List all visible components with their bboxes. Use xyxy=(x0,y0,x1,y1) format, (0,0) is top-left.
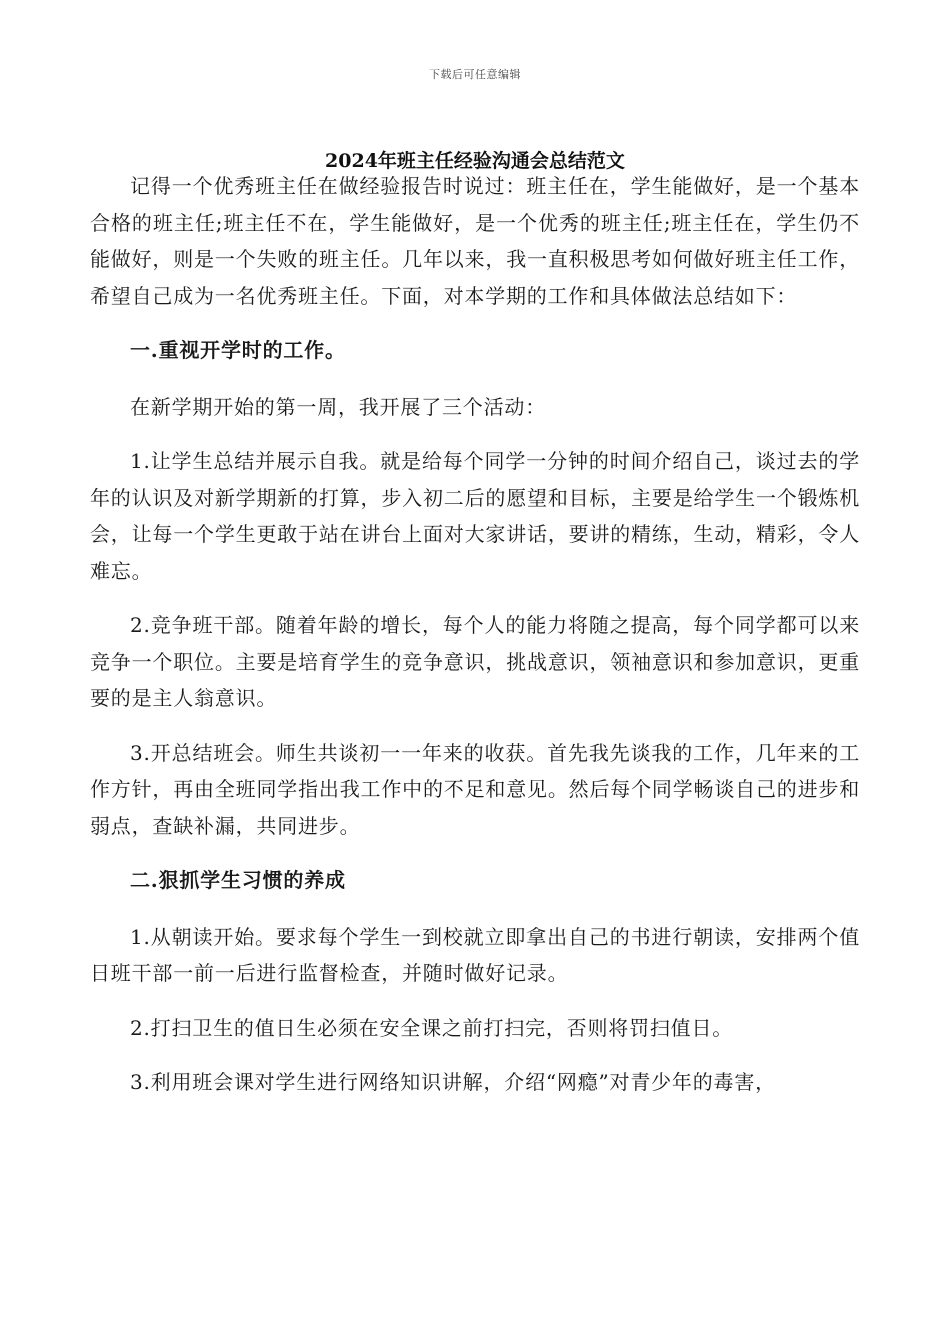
section1-item-2: 2.竞争班干部。随着年龄的增长，每个人的能力将随之提高，每个同学都可以来竞争一个职位。主要是培育学生的竞争意识，挑战意识，领袖意识和参加意识，更重要的是主人翁意识。 xyxy=(90,613,860,710)
section-heading-2: 二.狠抓学生习惯的养成 xyxy=(130,868,346,892)
document-body xyxy=(90,168,860,1119)
section2-item-3: 3.利用班会课对学生进行网络知识讲解，介绍“网瘾”对青少年的毒害， xyxy=(130,1070,776,1094)
header-note: 下载后可任意编辑 xyxy=(429,68,521,81)
document-title: 2024年班主任经验沟通会总结范文 xyxy=(325,150,625,172)
section2-item-1: 1.从朝读开始。要求每个学生一到校就立即拿出自己的书进行朝读，安排两个值日班干部一前一后进行监督检查，并随时做好记录。 xyxy=(90,924,860,985)
section-heading-1: 一.重视开学时的工作。 xyxy=(130,338,346,362)
intro-paragraph: 记得一个优秀班主任在做经验报告时说过：班主任在，学生能做好，是一个基本合格的班主任;班主任不在，学生能做好，是一个优秀的班主任;班主任在，学生仍不能做好，则是一个失败的班主任。几年以来，我一直积极思考如何做好班主任工作，希望自己成为一名优秀班主任。下面，对本学期的工作和具体做法总结如下： xyxy=(90,174,860,308)
section1-lead: 在新学期开始的第一周，我开展了三个活动： xyxy=(130,394,546,419)
section2-item-2: 2.打扫卫生的值日生必须在安全课之前打扫完，否则将罚扫值日。 xyxy=(130,1015,734,1040)
section1-item-1: 1.让学生总结并展示自我。就是给每个同学一分钟的时间介绍自己，谈过去的学年的认识及对新学期新的打算，步入初二后的愿望和目标，主要是给学生一个锻炼机会，让每一个学生更敢于站在讲台上面对大家讲话，要讲的精练，生动，精彩，令人难忘。 xyxy=(90,449,860,583)
section1-item-3: 3.开总结班会。师生共谈初一一年来的收获。首先我先谈我的工作，几年来的工作方针，再由全班同学指出我工作中的不足和意见。然后每个同学畅谈自己的进步和弱点，查缺补漏，共同进步。 xyxy=(90,740,860,838)
